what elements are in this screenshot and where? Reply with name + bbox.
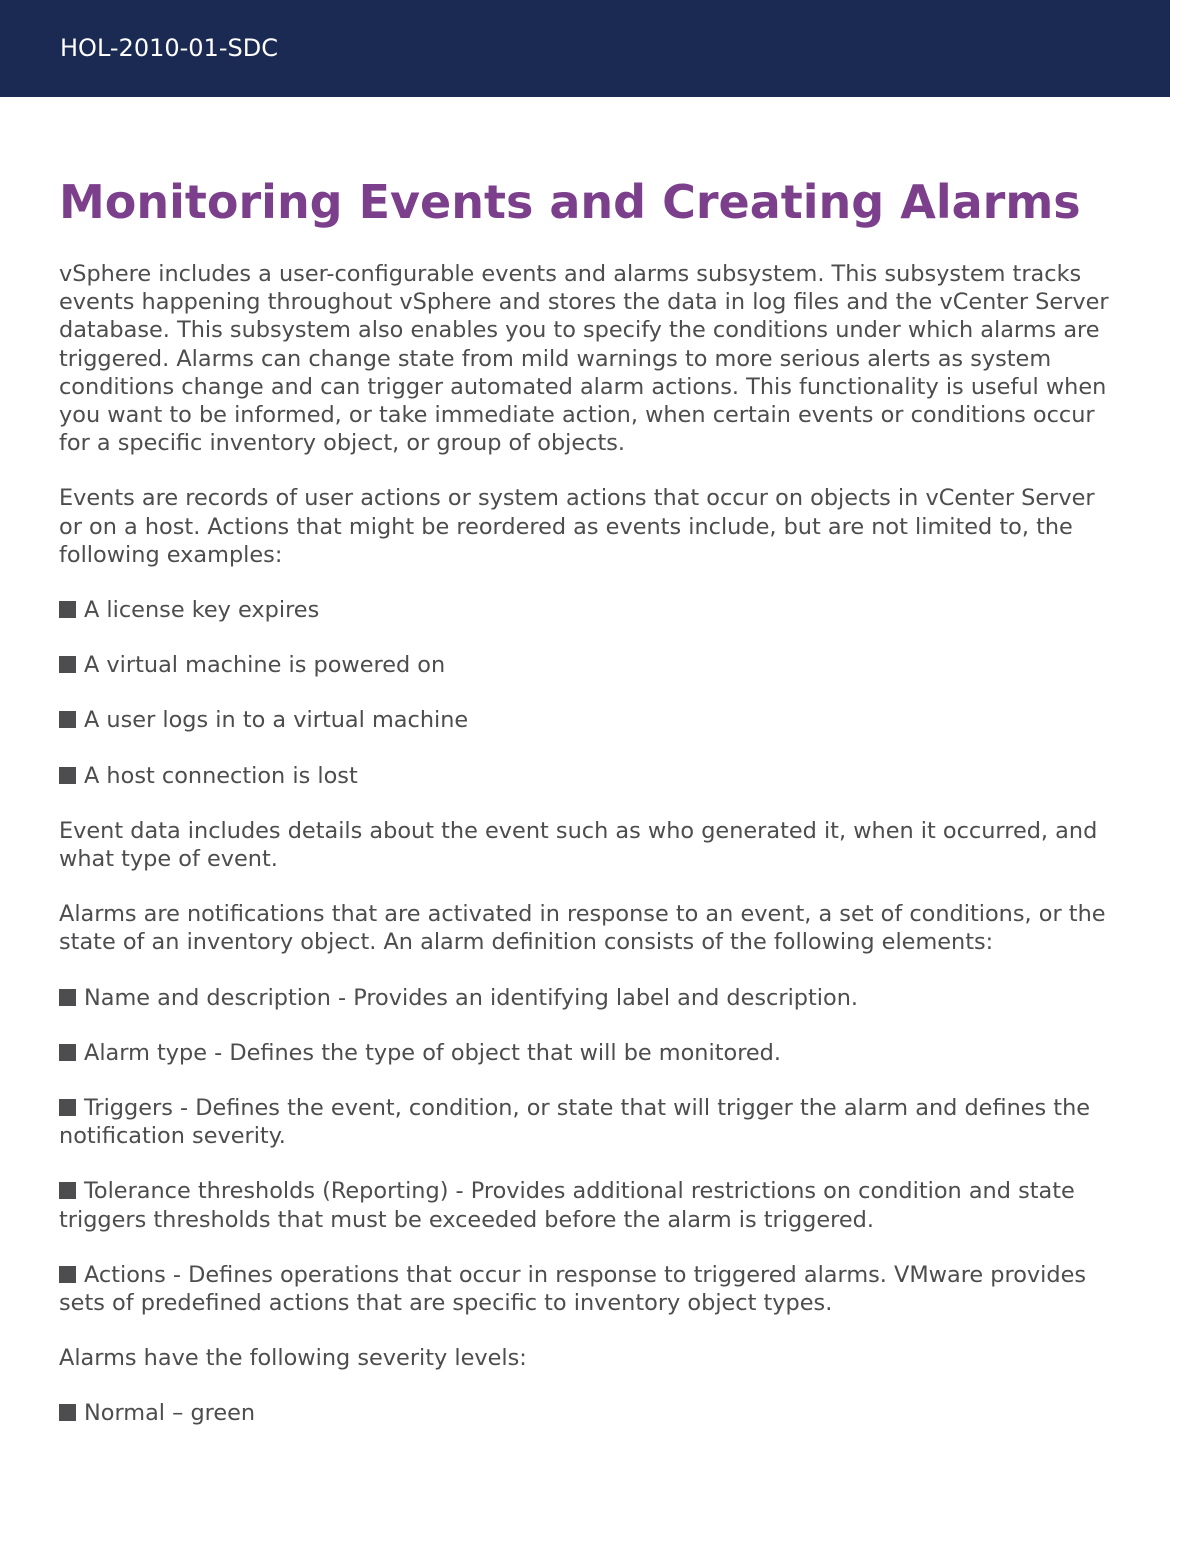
list-item-text: Alarm type - Defines the type of object that will be monitored.: [84, 1039, 782, 1066]
bullet-square-icon: [59, 1044, 76, 1061]
bullet-square-icon: [59, 989, 76, 1006]
bullet-square-icon: [59, 767, 76, 784]
list-item-text: Normal – green: [84, 1400, 256, 1427]
list-item-text: Actions - Defines operations that occur in response to triggered alarms. VMware provides sets of predefined actions that are specific to inventory object types.: [59, 1261, 1087, 1317]
list-item-text: A virtual machine is powered on: [84, 652, 446, 679]
bullet-square-icon: [59, 1404, 76, 1421]
list-item-text: A user logs in to a virtual machine: [84, 707, 469, 734]
list-item-text: Name and description - Provides an identifying label and description.: [84, 984, 859, 1011]
list-item-text: A host connection is lost: [84, 762, 358, 789]
page-title: Monitoring Events and Creating Alarms: [59, 175, 1081, 229]
list-item: [59, 1094, 1119, 1150]
list-item: [59, 762, 1119, 790]
bullet-square-icon: [59, 1266, 76, 1283]
list-item: [59, 651, 1119, 679]
severity-intro-paragraph: Alarms have the following severity levels:: [59, 1345, 527, 1372]
lab-code: HOL-2010-01-SDC: [60, 34, 278, 62]
intro-paragraph: vSphere includes a user-configurable events and alarms subsystem. This subsystem tracks events happening throughout vSphere and stores the data in log files and the vCenter Server database. This subsystem also enables you to specify the conditions under which alarms are triggered. Alarms can change state from mild warnings to more serious alerts as system conditions change and can trigger automated alarm actions. This functionality is useful when you want to be informed, or take immediate action, when certain events or conditions occur for a specific inventory object, or group of objects.: [59, 261, 1109, 457]
list-item-text: A license key expires: [84, 597, 320, 624]
list-item-text: Triggers - Defines the event, condition, or state that will trigger the alarm and defines the notification severity.: [59, 1095, 1091, 1150]
header-bar: [0, 0, 1170, 97]
events-intro-paragraph: Events are records of user actions or system actions that occur on objects in vCenter Server or on a host. Actions that might be reordered as events include, but are not limited to, the following examples:: [59, 485, 1095, 568]
list-item: [59, 984, 1119, 1012]
list-item: [59, 1039, 1119, 1067]
alarms-intro-paragraph: Alarms are notifications that are activated in response to an event, a set of conditions, or the state of an inventory object. An alarm definition consists of the following elements:: [59, 901, 1106, 956]
list-item: [59, 706, 1119, 734]
bullet-square-icon: [59, 1182, 76, 1199]
list-item: [59, 596, 1119, 624]
list-item-text: Tolerance thresholds (Reporting) - Provides additional restrictions on condition and state triggers thresholds that must be exceeded before the alarm is triggered.: [59, 1178, 1075, 1233]
bullet-square-icon: [59, 656, 76, 673]
bullet-square-icon: [59, 1099, 76, 1116]
bullet-square-icon: [59, 711, 76, 728]
list-item: [59, 1261, 1119, 1317]
bullet-square-icon: [59, 601, 76, 618]
document-body: [59, 172, 1119, 1455]
list-item: [59, 1399, 1119, 1427]
list-item: [59, 1177, 1119, 1233]
event-data-paragraph: Event data includes details about the event such as who generated it, when it occurred, and what type of event.: [59, 817, 1098, 873]
